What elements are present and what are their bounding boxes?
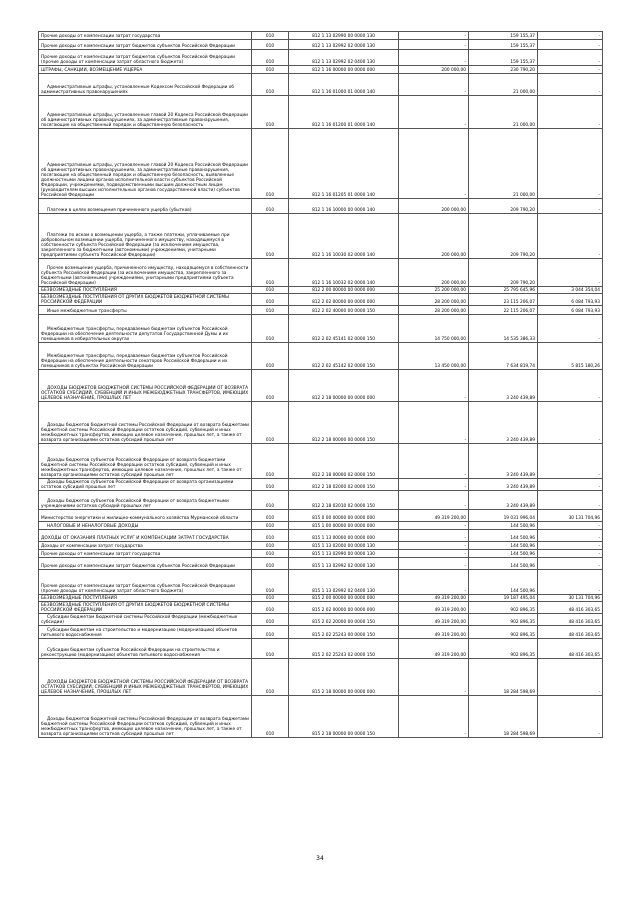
row-name: Доходы бюджетов субъектов Российской Федерации от возврата организациями остатков субсидий прошлых лет — [39, 479, 252, 491]
row-plan: - — [399, 570, 469, 595]
row-rest: 48 416 303,65 — [538, 614, 603, 626]
row-kbk: 812 1 13 02992 02 0400 130 — [289, 50, 399, 66]
table-row — [39, 259, 603, 287]
row-name: ДОХОДЫ БЮДЖЕТОВ БЮДЖЕТНОЙ СИСТЕМЫ РОССИЙСКОЙ ФЕДЕРАЦИИ ОТ ВОЗВРАТА ОСТАТКОВ СУБСИДИЙ, СУБВЕНЦИЙ И ИНЫХ МЕЖБЮДЖЕТНЫХ ТРАНСФЕРТОВ, ИМЕЮЩИХ ЦЕЛЕВОЕ НАЗНАЧЕНИЕ, ПРОШЛЫХ ЛЕТ — [39, 659, 252, 696]
row-name: БЕЗВОЗМЕЗДНЫЕ ПОСТУПЛЕНИЯ — [39, 287, 252, 294]
row-plan: 200 000,00 — [399, 66, 469, 74]
row-exec: 144 500,96 — [469, 550, 538, 558]
row-kbk: 815 2 02 00000 00 0000 000 — [289, 602, 399, 614]
table-row — [39, 306, 603, 315]
row-rest: - — [538, 214, 603, 259]
row-rest: 3 044 354,04 — [538, 287, 603, 294]
row-name: БЕЗВОЗМЕЗДНЫЕ ПОСТУПЛЕНИЯ ОТ ДРУГИХ БЮДЖЕТОВ БЮДЖЕТНОЙ СИСТЕМЫ РОССИЙСКОЙ ФЕДЕРАЦИИ — [39, 294, 252, 306]
row-code: 010 — [252, 287, 289, 294]
row-code: 010 — [252, 50, 289, 66]
row-name: Прочие доходы от компенсации затрат государства — [39, 32, 252, 40]
row-exec: 21 000,00 — [469, 96, 538, 129]
row-plan: - — [399, 50, 469, 66]
row-kbk: 815 1 13 00000 00 0000 000 — [289, 530, 399, 542]
row-kbk: 815 2 00 00000 00 0000 000 — [289, 595, 399, 602]
row-kbk: 812 1 16 10030 02 0000 140 — [289, 214, 399, 259]
row-rest: - — [538, 444, 603, 479]
row-exec: 18 284 598,69 — [469, 659, 538, 696]
table-row — [39, 602, 603, 614]
row-rest: - — [538, 479, 603, 491]
table-row — [39, 696, 603, 738]
row-exec: 144 500,96 — [469, 530, 538, 542]
row-exec: 144 500,96 — [469, 522, 538, 530]
row-exec: 22 115 206,07 — [469, 306, 538, 315]
row-code: 010 — [252, 199, 289, 214]
row-kbk: 812 1 13 02990 00 0000 130 — [289, 32, 399, 40]
row-plan: - — [399, 74, 469, 96]
row-plan: 28 200 000,00 — [399, 306, 469, 315]
row-plan: - — [399, 40, 469, 50]
row-rest: - — [538, 315, 603, 343]
table-row — [39, 491, 603, 510]
row-code: 010 — [252, 343, 289, 370]
row-exec: 902 896,35 — [469, 626, 538, 639]
row-kbk: 812 2 02 45142 02 0000 150 — [289, 343, 399, 370]
row-code: 010 — [252, 370, 289, 402]
row-kbk: 812 1 13 02992 02 0000 130 — [289, 40, 399, 50]
row-code: 010 — [252, 595, 289, 602]
row-rest: - — [538, 96, 603, 129]
row-kbk: 812 2 02 40000 00 0000 150 — [289, 306, 399, 315]
row-code: 010 — [252, 294, 289, 306]
row-exec: 3 240 439,89 — [469, 370, 538, 402]
row-name: ШТРАФЫ, САНКЦИИ, ВОЗМЕЩЕНИЕ УЩЕРБА — [39, 66, 252, 74]
row-code: 010 — [252, 550, 289, 558]
row-code: 010 — [252, 510, 289, 522]
row-exec: 902 896,35 — [469, 639, 538, 659]
table-row — [39, 659, 603, 696]
row-exec: 159 155,37 — [469, 40, 538, 50]
report-table-body — [39, 32, 603, 738]
row-rest: - — [538, 50, 603, 66]
row-exec: 7 634 819,74 — [469, 343, 538, 370]
row-code: 010 — [252, 306, 289, 315]
row-rest: 5 815 180,26 — [538, 343, 603, 370]
table-row — [39, 50, 603, 66]
row-name: Прочие доходы от компенсации затрат бюджетов субъектов Российской Федерации — [39, 558, 252, 570]
row-exec: 159 155,37 — [469, 50, 538, 66]
row-rest: - — [538, 32, 603, 40]
table-row — [39, 40, 603, 50]
row-exec: 144 500,96 — [469, 570, 538, 595]
row-kbk: 812 2 00 00000 00 0000 000 — [289, 287, 399, 294]
row-rest: 48 416 303,65 — [538, 602, 603, 614]
row-rest: 6 084 793,93 — [538, 294, 603, 306]
row-rest: 30 131 704,96 — [538, 510, 603, 522]
row-name: Прочие доходы от компенсации затрат бюджетов субъектов Российской Федерации (прочие доходы от компенсации затрат областного бюджета) — [39, 570, 252, 595]
row-code: 010 — [252, 74, 289, 96]
row-code: 010 — [252, 696, 289, 738]
row-rest: - — [538, 530, 603, 542]
row-plan: 25 200 000,00 — [399, 287, 469, 294]
row-name: Прочие доходы от компенсации затрат бюджетов субъектов Российской Федерации — [39, 40, 252, 50]
row-code: 010 — [252, 444, 289, 479]
table-row — [39, 129, 603, 199]
row-exec: 21 000,00 — [469, 74, 538, 96]
row-code: 010 — [252, 259, 289, 287]
row-plan: - — [399, 522, 469, 530]
row-code: 010 — [252, 530, 289, 542]
row-kbk: 815 2 02 25243 02 0000 150 — [289, 639, 399, 659]
row-name: Доходы бюджетов субъектов Российской Федерации от возврата бюджетами бюджетной системы Российской Федерации остатков субсидий, субвенций и иных межбюджетных трансфертов, имеющих целевое назначение, прошлых лет, а также от возврата организациями остатков субсидий прошлых лет — [39, 444, 252, 479]
table-row — [39, 550, 603, 558]
row-rest: - — [538, 402, 603, 444]
row-plan: 49 319 200,00 — [399, 595, 469, 602]
row-exec: 209 790,20 — [469, 259, 538, 287]
table-row — [39, 66, 603, 74]
row-name: Административные штрафы, установленные главой 20 Кодекса Российской Федерации об административных правонарушениях, за административные правонарушения, посягающие на общественный порядок и общественную безопасность, выявленные должностными лицами органов исполнительной власти субъектов Российской Федерации, учреждениями, подведомственными высшим должностным лицам (руководителям высших исполнительных органов государственной власти) субъектов Российской Федерации — [39, 129, 252, 199]
row-plan: - — [399, 444, 469, 479]
row-rest: - — [538, 570, 603, 595]
row-code: 010 — [252, 614, 289, 626]
row-exec: 209 790,20 — [469, 214, 538, 259]
row-rest: 30 131 704,96 — [538, 595, 603, 602]
row-code: 010 — [252, 659, 289, 696]
row-name: НАЛОГОВЫЕ И НЕНАЛОГОВЫЕ ДОХОДЫ — [39, 522, 252, 530]
row-code: 010 — [252, 402, 289, 444]
table-row — [39, 402, 603, 444]
row-code: 010 — [252, 96, 289, 129]
row-plan: 28 200 000,00 — [399, 294, 469, 306]
row-exec: 3 240 439,89 — [469, 402, 538, 444]
table-row — [39, 74, 603, 96]
row-exec: 230 790,20 — [469, 66, 538, 74]
row-name: Прочие доходы от компенсации затрат бюджетов субъектов Российской Федерации (прочие доходы от компенсации затрат областного бюджета) — [39, 50, 252, 66]
row-kbk: 815 2 02 20000 00 0000 150 — [289, 614, 399, 626]
row-rest: - — [538, 66, 603, 74]
row-plan: 49 319 200,00 — [399, 639, 469, 659]
table-row — [39, 510, 603, 522]
table-row — [39, 287, 603, 294]
row-plan: - — [399, 370, 469, 402]
row-rest: - — [538, 129, 603, 199]
row-exec: 14 535 386,33 — [469, 315, 538, 343]
row-kbk: 812 1 16 01200 01 0000 140 — [289, 96, 399, 129]
row-kbk: 812 2 18 00000 02 0000 150 — [289, 444, 399, 479]
row-rest: - — [538, 550, 603, 558]
row-plan: - — [399, 479, 469, 491]
row-name: ДОХОДЫ ОТ ОКАЗАНИЯ ПЛАТНЫХ УСЛУГ И КОМПЕНСАЦИИ ЗАТРАТ ГОСУДАРСТВА — [39, 530, 252, 542]
row-plan: 14 750 000,00 — [399, 315, 469, 343]
row-exec: 902 896,35 — [469, 602, 538, 614]
row-name: Доходы от компенсации затрат государства — [39, 542, 252, 550]
row-name: Административные штрафы, установленные Кодексом Российской Федерации об административных правонарушениях — [39, 74, 252, 96]
row-code: 010 — [252, 32, 289, 40]
row-code: 010 — [252, 570, 289, 595]
row-kbk: 812 2 02 45141 02 0000 150 — [289, 315, 399, 343]
row-plan: - — [399, 530, 469, 542]
row-code: 010 — [252, 602, 289, 614]
row-name: Доходы бюджетов бюджетной системы Российской Федерации от возврата бюджетами бюджетной системы Российской Федерации остатков субсидий, субвенций и иных межбюджетных трансфертов, имеющих целевое назначение, прошлых лет, а также от возврата организациями остатков субсидий прошлых лет — [39, 402, 252, 444]
row-exec: 144 500,96 — [469, 542, 538, 550]
row-plan: 13 450 000,00 — [399, 343, 469, 370]
table-row — [39, 199, 603, 214]
table-row — [39, 294, 603, 306]
row-kbk: 815 1 13 02990 00 0000 130 — [289, 550, 399, 558]
row-name: Доходы бюджетов бюджетной системы Российской Федерации от возврата бюджетами бюджетной системы Российской Федерации остатков субсидий, субвенций и иных межбюджетных трансфертов, имеющих целевое назначение, прошлых лет, а также от возврата организациями остатков субсидий прошлых лет — [39, 696, 252, 738]
row-kbk: 815 1 00 00000 00 0000 000 — [289, 522, 399, 530]
table-row — [39, 32, 603, 40]
row-exec: 902 896,35 — [469, 614, 538, 626]
row-name: Прочие доходы от компенсации затрат государства — [39, 550, 252, 558]
row-rest: - — [538, 522, 603, 530]
row-code: 010 — [252, 214, 289, 259]
row-name: ДОХОДЫ БЮДЖЕТОВ БЮДЖЕТНОЙ СИСТЕМЫ РОССИЙСКОЙ ФЕДЕРАЦИИ ОТ ВОЗВРАТА ОСТАТКОВ СУБСИДИЙ, СУБВЕНЦИЙ И ИНЫХ МЕЖБЮДЖЕТНЫХ ТРАНСФЕРТОВ, ИМЕЮЩИХ ЦЕЛЕВОЕ НАЗНАЧЕНИЕ, ПРОШЛЫХ ЛЕТ — [39, 370, 252, 402]
row-name: Субсидии бюджетам на строительство и модернизацию (модернизацию) объектов питьевого водоснабжения — [39, 626, 252, 639]
row-name: Доходы бюджетов субъектов Российской Федерации от возврата бюджетными учреждениями остатков субсидий прошлых лет — [39, 491, 252, 510]
row-exec: 3 240 439,89 — [469, 444, 538, 479]
row-name: Иные межбюджетные трансферты — [39, 306, 252, 315]
row-plan: - — [399, 659, 469, 696]
row-exec: 19 187 495,04 — [469, 595, 538, 602]
row-code: 010 — [252, 639, 289, 659]
row-plan: - — [399, 96, 469, 129]
table-row — [39, 542, 603, 550]
table-row — [39, 595, 603, 602]
row-code: 010 — [252, 558, 289, 570]
table-row — [39, 522, 603, 530]
row-rest: 48 416 303,65 — [538, 626, 603, 639]
row-exec: 18 284 598,69 — [469, 696, 538, 738]
page-number: 34 — [316, 855, 324, 862]
row-plan: - — [399, 542, 469, 550]
row-rest: - — [538, 40, 603, 50]
row-kbk: 812 2 18 02010 02 0000 150 — [289, 491, 399, 510]
row-plan: - — [399, 550, 469, 558]
report-table — [38, 31, 603, 738]
row-plan: - — [399, 402, 469, 444]
row-exec: 19 031 996,04 — [469, 510, 538, 522]
row-kbk: 812 1 16 00000 00 0000 000 — [289, 66, 399, 74]
row-exec: 159 155,37 — [469, 32, 538, 40]
row-code: 010 — [252, 522, 289, 530]
row-name: Межбюджетные трансферты, передаваемые бюджетам субъектов Российской Федерации на обеспечение деятельности сенаторов Российской Федерации и их помощников в субъектах Российской Федерации — [39, 343, 252, 370]
table-row — [39, 626, 603, 639]
row-plan: 49 319 200,00 — [399, 614, 469, 626]
row-rest: - — [538, 558, 603, 570]
table-row — [39, 614, 603, 626]
table-row — [39, 570, 603, 595]
row-kbk: 815 1 13 02992 02 0400 130 — [289, 570, 399, 595]
row-name: Межбюджетные трансферты, передаваемые бюджетам субъектов Российской Федерации на обеспечение деятельности депутатов Государственной Думы и их помощников в избирательных округах — [39, 315, 252, 343]
row-name: Платежи по искам о возмещении ущерба, а также платежи, уплачиваемые при добровольном возмещении ущерба, причиненного имуществу, находящемуся в собственности субъекта Российской Федерации (за исключением имущества, закрепленного за бюджетными (автономными) учреждениями, унитарными предприятиями субъекта Российской Федерации) — [39, 214, 252, 259]
row-kbk: 815 2 02 25243 00 0000 150 — [289, 626, 399, 639]
row-code: 010 — [252, 479, 289, 491]
row-exec: 23 115 206,07 — [469, 294, 538, 306]
row-kbk: 812 2 18 00000 00 0000 000 — [289, 370, 399, 402]
table-row — [39, 558, 603, 570]
row-kbk: 815 2 18 00000 00 0000 150 — [289, 696, 399, 738]
row-plan: 200 000,00 — [399, 214, 469, 259]
row-rest: 6 084 793,93 — [538, 306, 603, 315]
table-row — [39, 96, 603, 129]
row-rest: 48 416 303,65 — [538, 639, 603, 659]
row-exec: 3 240 439,89 — [469, 491, 538, 510]
row-plan: - — [399, 32, 469, 40]
row-kbk: 815 2 18 00000 00 0000 000 — [289, 659, 399, 696]
row-name: БЕЗВОЗМЕЗДНЫЕ ПОСТУПЛЕНИЯ ОТ ДРУГИХ БЮДЖЕТОВ БЮДЖЕТНОЙ СИСТЕМЫ РОССИЙСКОЙ ФЕДЕРАЦИИ — [39, 602, 252, 614]
table-row — [39, 444, 603, 479]
table-row — [39, 479, 603, 491]
row-kbk: 815 1 13 02992 02 0000 130 — [289, 558, 399, 570]
row-rest: - — [538, 696, 603, 738]
row-exec: 3 240 439,89 — [469, 479, 538, 491]
table-row — [39, 370, 603, 402]
row-code: 010 — [252, 626, 289, 639]
row-code: 010 — [252, 40, 289, 50]
table-row — [39, 214, 603, 259]
row-name: Административные штрафы, установленные главой 20 Кодекса Российской Федерации об административных правонарушениях, за административные правонарушения, посягающие на общественный порядок и общественную безопасность — [39, 96, 252, 129]
row-plan: 200 000,00 — [399, 199, 469, 214]
row-plan: 49 319 200,00 — [399, 602, 469, 614]
row-plan: - — [399, 558, 469, 570]
row-kbk: 812 1 16 10000 00 0000 140 — [289, 199, 399, 214]
row-rest: - — [538, 542, 603, 550]
row-name: Платежи в целях возмещения причиненного ущерба (убытков) — [39, 199, 252, 214]
row-code: 010 — [252, 315, 289, 343]
row-kbk: 815 0 00 00000 00 0000 000 — [289, 510, 399, 522]
row-code: 010 — [252, 542, 289, 550]
row-rest: - — [538, 659, 603, 696]
row-plan: 200 000,00 — [399, 259, 469, 287]
row-rest: - — [538, 199, 603, 214]
row-plan: 49 319 200,00 — [399, 510, 469, 522]
row-name: Министерство энергетики и жилищно-коммунального хозяйства Мурманской области — [39, 510, 252, 522]
row-kbk: 812 1 16 10032 02 0000 140 — [289, 259, 399, 287]
row-kbk: 812 1 16 01000 01 0000 140 — [289, 74, 399, 96]
row-code: 010 — [252, 66, 289, 74]
table-row — [39, 639, 603, 659]
row-exec: 21 000,00 — [469, 129, 538, 199]
row-exec: 209 790,20 — [469, 199, 538, 214]
row-rest: - — [538, 491, 603, 510]
table-row — [39, 315, 603, 343]
row-name: Прочее возмещение ущерба, причиненного имуществу, находящемуся в собственности субъекта Российской Федерации (за исключением имущества, закрепленного за бюджетными (автономными) учреждениями, унитарными предприятиями субъекта Российской Федерации) — [39, 259, 252, 287]
row-kbk: 812 2 02 00000 00 0000 000 — [289, 294, 399, 306]
row-code: 010 — [252, 491, 289, 510]
row-kbk: 812 1 16 01205 01 0000 140 — [289, 129, 399, 199]
row-kbk: 815 1 13 02000 00 0000 130 — [289, 542, 399, 550]
row-plan: - — [399, 696, 469, 738]
row-exec: 25 795 645,96 — [469, 287, 538, 294]
row-rest: - — [538, 370, 603, 402]
row-plan: 49 319 200,00 — [399, 626, 469, 639]
row-kbk: 812 2 18 00000 00 0000 150 — [289, 402, 399, 444]
row-code: 010 — [252, 129, 289, 199]
row-plan: - — [399, 129, 469, 199]
row-rest: - — [538, 74, 603, 96]
row-exec: 144 500,96 — [469, 558, 538, 570]
row-kbk: 812 2 18 02000 02 0000 150 — [289, 479, 399, 491]
row-plan: - — [399, 491, 469, 510]
row-rest: - — [538, 259, 603, 287]
row-name: Субсидии бюджетам субъектов Российской Федерации на строительство и реконструкцию (модернизацию) объектов питьевого водоснабжения — [39, 639, 252, 659]
row-name: Субсидии бюджетам бюджетной системы Российской Федерации (межбюджетные субсидии) — [39, 614, 252, 626]
row-name: БЕЗВОЗМЕЗДНЫЕ ПОСТУПЛЕНИЯ — [39, 595, 252, 602]
table-row — [39, 343, 603, 370]
table-row — [39, 530, 603, 542]
